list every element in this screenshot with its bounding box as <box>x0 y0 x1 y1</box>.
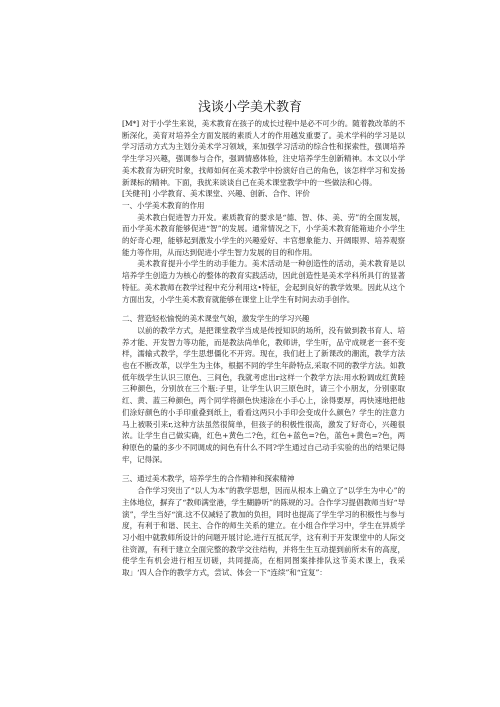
section1-paragraph-2: 美术教育提升小学生的动手能力。美术活动是一种创造性的活动，美术教育是以培养学生创造力为核心的整体的教育实践活动，因此创造性是美术学科所具仃的显著特征。美术教师在教学过程中充分利用这•特征，会起到良好的教学效果。因此从这个方面出发，小学生美术教育就能够在课堂上让学生有时间去动手创作。 <box>122 259 405 304</box>
section2-paragraph-1: 以前的教学方式，是把课堂教学当成是传授知识的场所，没有做到教书育人、培养才能、开发智力等功能，而是教法尚单化，教师讲，学生听，品守成规老一套不变样，濡输式教学，学生思想僵化不开窍。现在，我们赶上了新课改的潮流，教学方法也在不断改革，以学生为主体，根据不同的学生年龄特点,采取不同的教学方法。如教低年级学生认识三原色、三间色，我就考虑出r这样一个教学方法:用水粉调成红黄睦三种颜色，分别放在三个瓶:子里，让学生认识三原色时，请三个小朋友，分别驱取红、黄、蓝三种颜色，两个同学将颜色快速涂在小手心上，涂得要厚，再快速地把他们涂好颜色的小手印重叠到纸上，看看这两只小手印会变成什么颜色？学生的注意力马上被吸引来r,这种方法虽然很简单，但孩子的积极性很高，激发了好奇心，兴趣很浓。让学生自己做实确，红色+黄色二?色，红色+蓝色=?色，蓝色+黄色=?色，两种原色的量的多少不同调成的间色有什么不同?学生通过自己动手实验的出的结果记得牢，记得深。 <box>122 325 405 464</box>
section1-paragraph-1: 美术教白促进智力开发。素质教育的要求是“德、智、体、美、劳”的全面发展，而小学美术教育能够促进“智”的发展。通常情况之下，小学美术教育能箱迪介小学生的好奇心理，能够起到激发小学生的兴趣爱好、丰官想象能力、开阔眼界、培养观察能力等作用，从而达到促进小学生智力发展的目的和作用。 <box>122 212 405 257</box>
paragraph-gap <box>122 305 405 313</box>
document-title: 浅谈小学美术教育 <box>197 100 302 115</box>
section-heading-2: 二、营造轻松愉悦的美术课堂气娘，激发学生的学习兴趣 <box>122 314 310 324</box>
section-heading-3: 三、通过美术教学，培养学生的合作精神和探索精神 <box>122 474 295 484</box>
section-heading-1: 一、小学美术教育的作用 <box>122 200 205 210</box>
abstract-paragraph: [M*] 对于小学生来说，美术教育在孩子的成长过程中是必不可少的。随着教改革的不断深化，美育对培养全方面发展的素质人才的作用越发重要了。美术学科的学习是以学习活动方式为主划分美术学习领域，来加强学习活动的综合性和探索性，强调培养学生学习兴趣，强调参与合作，强调情感体验，注史培养学生创新精神。本文以小学美术教育为研究时象，找师如何在美术教学中扮演好自己的角色，该怎样学习和发扬新课标的精神。下面，我扰来谈谈自己在美术课堂教学中的一些做法和心得。 <box>122 119 405 187</box>
paragraph-gap <box>122 465 405 473</box>
section3-paragraph-1: 合作学习突出了“以人为本”的教学思想，因而从根本上确立了“以学生为中心”的主体地位，摒弃了“教师满堂港，学生糊静听”的陈规的习。合作学习提倡教师当好“导演”，学生当好“演.这不仅减轻了教加的负担，同时也提高了学生学习的积极性与参与度，有利于和谐、民主、合作的师生关系的建立。在小组合作学习中，学生在异质学习小组中就教师所设计的问题开展讨论,进行互抵瓦学，这有利于开发课堂中的人际交往资源，有利于建立全面完整的教学交往结构，并将生生互动提到前所未有的高度，使学生有机会进行相互切磋，共同提高，在相同图案排排队这节美术课上，我采取」‘四人合作的教学方式，尝试、体会一下“连续”和“宜复”： <box>122 486 405 578</box>
document-body <box>122 118 405 579</box>
keywords-line: [关健刊] 小学教育、美术课堂、兴趣、创新、合作、评价 <box>122 189 310 199</box>
